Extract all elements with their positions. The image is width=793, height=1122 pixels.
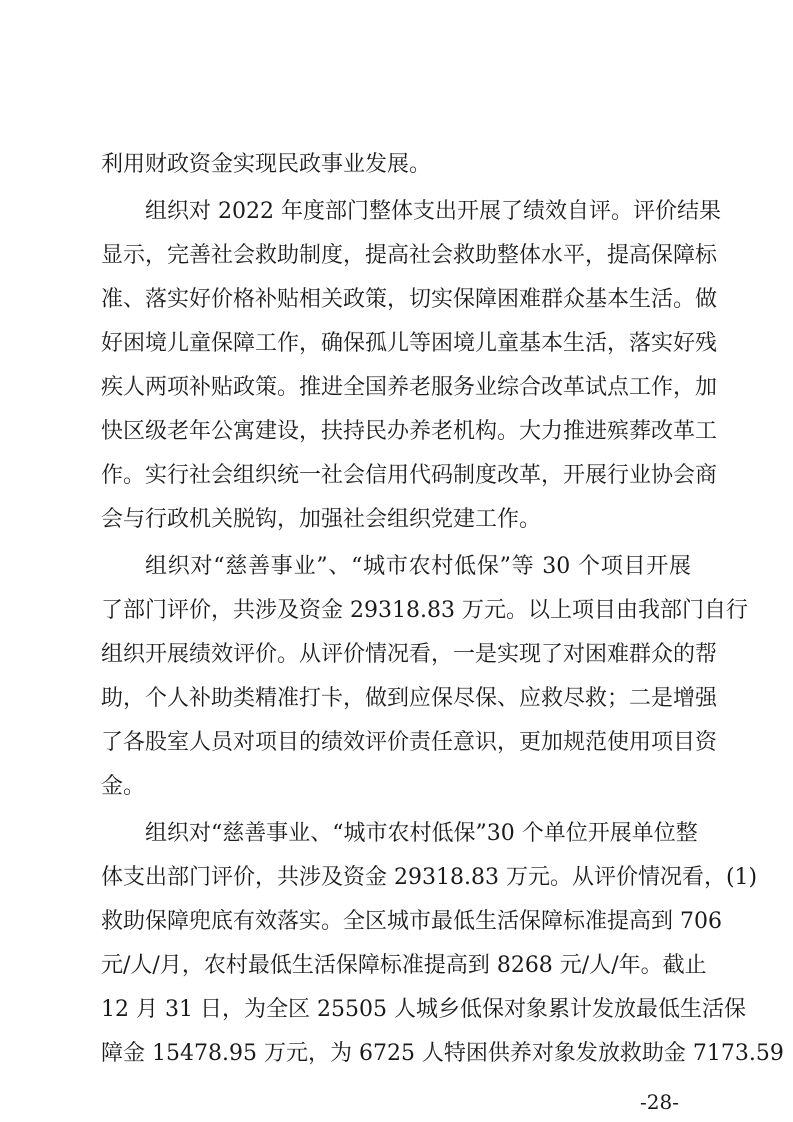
text-line: 金。 (101, 774, 146, 799)
text-line: 会与行政机关脱钩，加强社会组织党建工作。 (101, 507, 542, 532)
paragraph-first-line: 组织对“慈善事业”、“城市农村低保”等 30 个项目开展 (145, 554, 691, 579)
text-line: 障金 15478.95 万元，为 6725 人特困供养对象发放救助金 7173.59 (101, 1041, 784, 1066)
text-line: 利用财政资金实现民政事业发展。 (101, 152, 432, 177)
text-line: 准、落实好价格补贴相关政策，切实保障困难群众基本生活。做 (101, 287, 718, 312)
text-line: 好困境儿童保障工作，确保孤儿等困境儿童基本生活，落实好残 (101, 331, 718, 356)
text-line: 救助保障兜底有效落实。全区城市最低生活保障标准提高到 706 (101, 909, 722, 934)
text-line: 显示，完善社会救助制度，提高社会救助整体水平，提高保障标 (101, 243, 718, 268)
text-line: 元/人/月，农村最低生活保障标准提高到 8268 元/人/年。截止 (101, 953, 707, 978)
text-line: 疾人两项补贴政策。推进全国养老服务业综合改革试点工作，加 (101, 375, 718, 400)
text-line: 组织开展绩效评价。从评价情况看，一是实现了对困难群众的帮 (101, 642, 718, 667)
text-line: 体支出部门评价，共涉及资金 29318.83 万元。从评价情况看，(1) (101, 865, 758, 890)
text-line: 了各股室人员对项目的绩效评价责任意识，更加规范使用项目资 (101, 730, 718, 755)
paragraph-first-line: 组织对“慈善事业、“城市农村低保”30 个单位开展单位整 (145, 821, 698, 846)
text-line: 了部门评价，共涉及资金 29318.83 万元。以上项目由我部门自行 (101, 598, 748, 623)
page-number: -28- (640, 1090, 679, 1114)
text-line: 快区级老年公寓建设，扶持民办养老机构。大力推进殡葬改革工 (101, 419, 718, 444)
text-line: 12 月 31 日，为全区 25505 人城乡低保对象累计发放最低生活保 (101, 997, 746, 1022)
text-line: 助，个人补助类精准打卡，做到应保尽保、应救尽救；二是增强 (101, 686, 718, 711)
paragraph-first-line: 组织对 2022 年度部门整体支出开展了绩效自评。评价结果 (145, 199, 721, 224)
text-line: 作。实行社会组织统一社会信用代码制度改革，开展行业协会商 (101, 463, 718, 488)
